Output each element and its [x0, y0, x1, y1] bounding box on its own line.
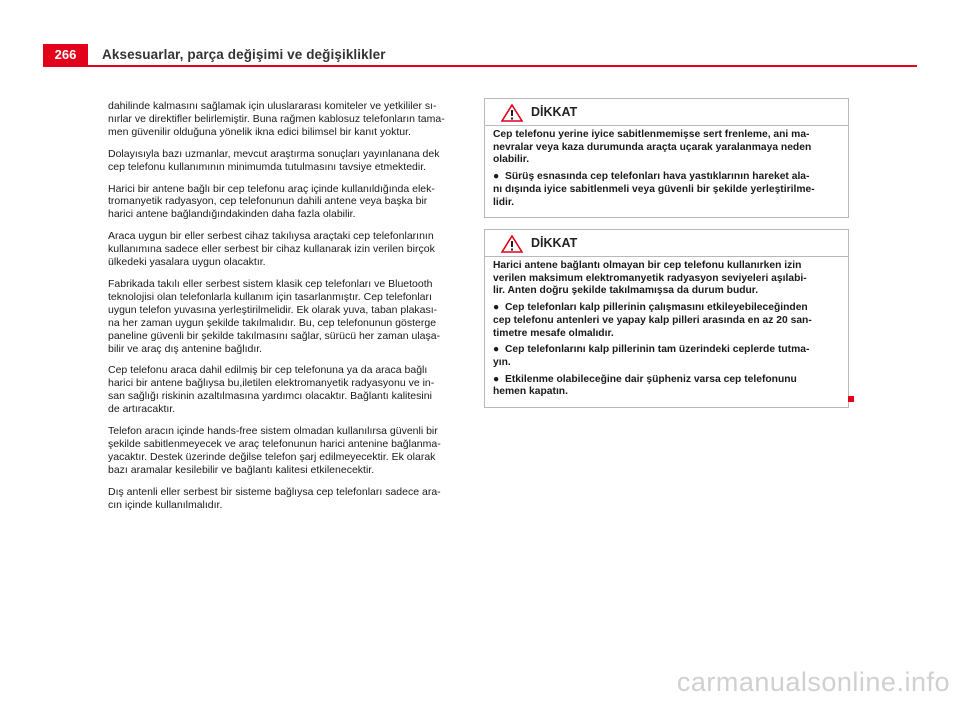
warning-box-1	[484, 98, 849, 218]
warning-bullet-text: Sürüş esnasında cep telefonları hava yastıklarının hareket ala- nı dışında iyice sabitlenmeli veya güvenli bir şekilde yerleştirilme- lidir.	[493, 171, 815, 208]
warning-title: DİKKAT	[531, 105, 578, 119]
warning-bullet-text: Cep telefonlarını kalp pillerinin tam üzerindeki ceplerde tutma- yın.	[493, 344, 810, 368]
paragraph: Telefon aracın içinde hands-free sistem olmadan kullanılırsa güvenli bir şekilde sabitlenmeyecek ve araç telefonunun harici antenine bağlanma- yacaktır. Destek üzerinde değilse telefon şarj edilmeyecektir. Ek olarak bazı aramalar kesilebilir ve bağlantı kalitesi etkilenecektir.	[108, 425, 441, 476]
warning-body	[485, 126, 848, 217]
section-title: Aksesuarlar, parça değişimi ve değişiklikler	[102, 47, 386, 62]
header-divider	[43, 65, 917, 67]
warning-header	[485, 99, 848, 126]
body-text-column	[108, 100, 468, 520]
warning-triangle-icon	[501, 104, 523, 122]
bullet-icon: ●	[493, 373, 500, 385]
bullet-icon: ●	[493, 302, 500, 314]
warning-header	[485, 230, 848, 257]
paragraph: dahilinde kalmasını sağlamak için uluslararası komiteler ve yetkililer sı- nırlar ve direktifler belirlemiştir. Buna rağmen kablosuz telefonların tama- men güvenilir olduğuna yönelik ikna edici bilimsel bir kanıt yoktur.	[108, 100, 445, 138]
paragraph: Cep telefonu araca dahil edilmiş bir cep telefonuna ya da araca bağlı harici bir antene bağlıysa bu,iletilen elektromanyetik radyasyonu ve in- san sağlığı riskinin azaltılmasına yardımcı olacaktır. Bağlantı kalitesini de artıracaktır.	[108, 364, 435, 416]
warning-bullet-text: Etkilenme olabileceğine dair şüpheniz varsa cep telefonunu hemen kapatın.	[493, 373, 797, 398]
warning-bullet	[493, 344, 842, 369]
warning-triangle-icon	[501, 235, 523, 253]
section-end-marker	[848, 396, 854, 402]
paragraph: Araca uygun bir eller serbest cihaz takılıysa araçtaki cep telefonlarının kullanımına sadece eller serbest bir cihaz kullanarak izin verilen birçok ülkedeki yasalara uygun olacaktır.	[108, 230, 435, 269]
warning-bullet	[493, 171, 842, 209]
warning-text: Cep telefonu yerine iyice sabitlenmemişse sert frenleme, ani ma- nevralar veya kaza durumunda araçta uçarak yaralanmaya neden olabilir.	[493, 129, 812, 166]
bullet-icon: ●	[493, 344, 500, 356]
paragraph: Harici bir antene bağlı bir cep telefonu araç içinde kullanıldığında elek- tromanyetik radyasyon, cep telefonunun dahili antene veya başka bir harici antene bağlandığındakinden daha fazla olabilir.	[108, 182, 435, 221]
paragraph: Dış antenli eller serbest bir sisteme bağlıysa cep telefonları sadece ara- cın içinde kullanılmalıdır.	[108, 485, 441, 511]
warning-title: DİKKAT	[531, 236, 578, 250]
watermark: carmanualsonline.info	[676, 667, 950, 697]
page-number: 266	[43, 44, 88, 65]
paragraph: Dolayısıyla bazı uzmanlar, mevcut araştırma sonuçları yayınlanana dek cep telefonu kullanımının minimumda tutulmasını tavsiye etmektedir.	[108, 147, 440, 173]
paragraph: Fabrikada takılı eller serbest sistem klasik cep telefonları ve Bluetooth teknolojisi olan telefonlarla kullanım için tasarlanmıştır. Cep telefonları uygun telefon yuvasına yerleştirilmelidir. Ek olarak yuva, taban plakası- na her zaman uygun şekilde takılmalıdır. Bu, cep telefonunun gösterge paneline güvenli bir şekilde takılmasını sağlar, sürücü her zaman ulaşa- bilir ve araç dış antenine bağlıdır.	[108, 277, 441, 355]
warning-bullet	[493, 302, 842, 340]
warning-text: Harici antene bağlantı olmayan bir cep telefonu kullanırken izin verilen maksimum elektromanyetik radyasyon seviyeleri aşılabi- lir. Anten doğru şekilde takılmamışsa da durum budur.	[493, 260, 807, 297]
warning-bullet-text: Cep telefonları kalp pillerinin çalışmasını etkileyebileceğinden cep telefonu antenleri ve yapay kalp pilleri arasında en az 20 san- timetre mesafe olmalıdır.	[493, 302, 812, 339]
warning-box-2	[484, 229, 849, 408]
warning-body	[485, 257, 848, 407]
warning-bullet	[493, 374, 842, 399]
bullet-icon: ●	[493, 171, 500, 183]
